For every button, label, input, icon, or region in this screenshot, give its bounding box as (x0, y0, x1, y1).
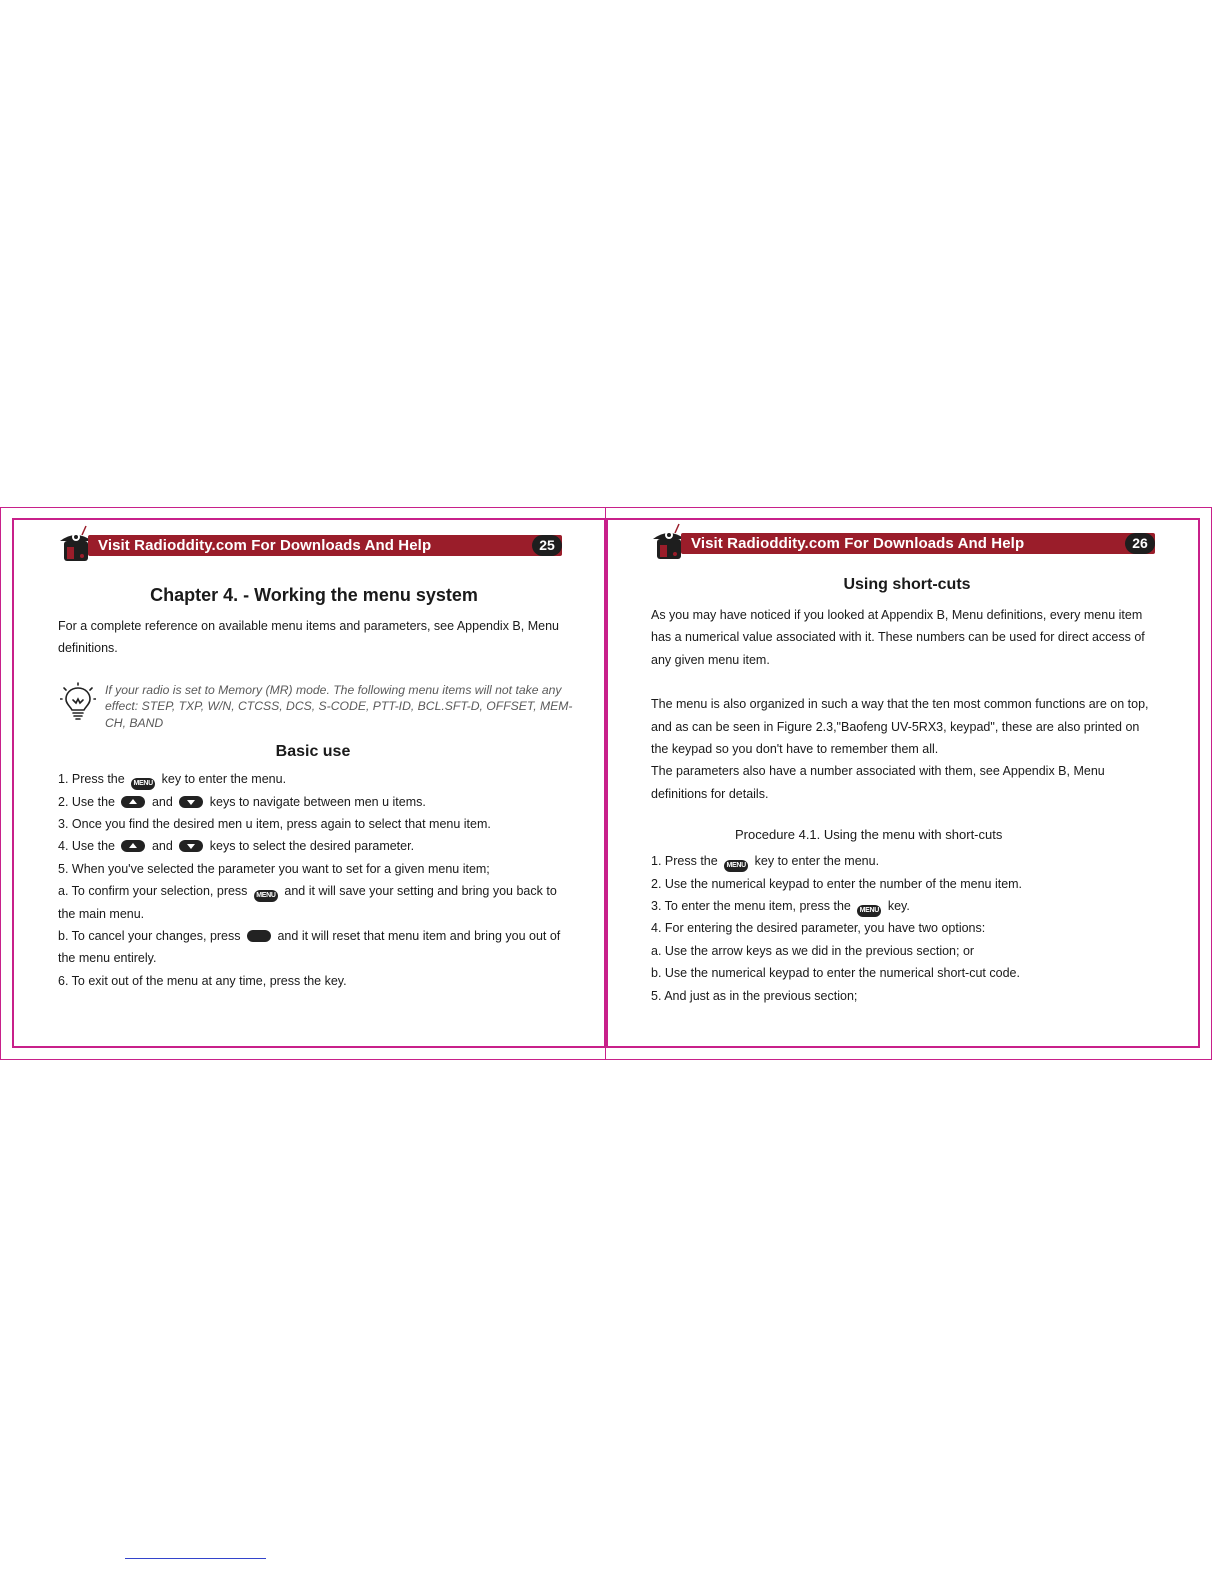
section-title-short-cuts: Using short-cuts (843, 576, 971, 593)
step-text: and (151, 795, 173, 809)
intro-text-line: For a complete reference on available menu items and parameters, see Appendix B, Menu (58, 619, 559, 633)
step-3: 3. Once you find the desired men u item, press again to select that menu item. (58, 817, 491, 831)
paragraph-line: and as can be seen in Figure 2.3,"Baofeng UV-5RX3, keypad", these are also printed on (651, 720, 1140, 734)
step-text: key to enter the menu. (161, 772, 287, 786)
exit-key-icon (247, 930, 271, 942)
menu-key-icon: MENU (724, 860, 748, 872)
menu-key-icon: MENU (131, 778, 155, 790)
footer-link-rule (125, 1558, 266, 1559)
menu-key-icon: MENU (254, 890, 278, 902)
procedure-step-4: 4. For entering the desired parameter, you have two options: (651, 921, 986, 935)
paragraph-line: The menu is also organized in such a way that the ten most common functions are on top, (651, 697, 1149, 711)
procedure-step-5: 5. And just as in the previous section; (651, 989, 858, 1003)
step-5a (58, 883, 557, 902)
chapter-title: Chapter 4. - Working the menu system (150, 585, 478, 605)
step-5b-continued: the menu entirely. (58, 951, 157, 965)
step-text: and it will reset that menu item and bring you out of (277, 929, 561, 943)
paragraph-line: As you may have noticed if you looked at Appendix B, Menu definitions, every menu item (651, 608, 1143, 622)
section-title-basic-use: Basic use (275, 743, 351, 760)
procedure-step-4a: a. Use the arrow keys as we did in the previous section; or (651, 944, 975, 958)
paragraph-line: the keypad so you don't have to remember them all. (651, 742, 939, 756)
step-5: 5. When you've selected the parameter you want to set for a given menu item; (58, 862, 490, 876)
paragraph-line: any given menu item. (651, 653, 770, 667)
step-text: keys to navigate between men u items. (209, 795, 426, 809)
step-5b (58, 928, 560, 944)
paragraph-line: The parameters also have a number associated with them, see Appendix B, Menu (651, 764, 1105, 778)
step-1 (58, 771, 286, 790)
paragraph-line: definitions for details. (651, 787, 769, 801)
right-page-banner (651, 523, 1155, 561)
step-text: keys to select the desired parameter. (209, 839, 415, 853)
paragraph-line: has a numerical value associated with it. These numbers can be used for direct access of (651, 630, 1145, 644)
procedure-step-4b: b. Use the numerical keypad to enter the numerical short-cut code. (651, 966, 1020, 980)
down-arrow-key-icon (179, 796, 203, 808)
procedure-step-2: 2. Use the numerical keypad to enter the number of the menu item. (651, 877, 1023, 891)
step-text: 4. Use the (58, 839, 115, 853)
tip-text: If your radio is set to Memory (MR) mode. The following menu items will not take any effect: STEP, TXP, W/N, CTCSS, DCS, S-CODE, PTT-ID, BCL.SFT-D, OFFSET, MEM-CH, BAND (105, 683, 573, 730)
page-number: 25 (532, 535, 562, 556)
menu-key-icon: MENU (857, 905, 881, 917)
up-arrow-key-icon (121, 796, 145, 808)
left-page-banner (58, 525, 562, 563)
procedure-title: Procedure 4.1. Using the menu with short-cuts (735, 827, 1003, 842)
lightbulb-icon (60, 682, 96, 722)
page-number: 26 (1125, 533, 1155, 554)
banner-text: Visit Radioddity.com For Downloads And Help (98, 537, 432, 554)
step-text: and (151, 839, 173, 853)
step-2 (58, 794, 426, 810)
step-5a-continued: the main menu. (58, 907, 145, 921)
procedure-step-1 (651, 853, 879, 872)
step-text: and it will save your setting and bring you back to (284, 884, 557, 898)
intro-text-line: definitions. (58, 641, 118, 655)
up-arrow-key-icon (121, 840, 145, 852)
step-text: key to enter the menu. (754, 854, 880, 868)
down-arrow-key-icon (179, 840, 203, 852)
step-text: 2. Use the (58, 795, 115, 809)
step-text: a. To confirm your selection, press (58, 884, 248, 898)
step-6: 6. To exit out of the menu at any time, press the key. (58, 974, 347, 988)
step-text: key. (887, 899, 910, 913)
step-text: 1. Press the (651, 854, 718, 868)
banner-text: Visit Radioddity.com For Downloads And Help (691, 535, 1025, 552)
procedure-step-3 (651, 898, 910, 917)
step-text: 3. To enter the menu item, press the (651, 899, 851, 913)
step-text: 1. Press the (58, 772, 125, 786)
step-text: b. To cancel your changes, press (58, 929, 241, 943)
step-4 (58, 838, 414, 854)
